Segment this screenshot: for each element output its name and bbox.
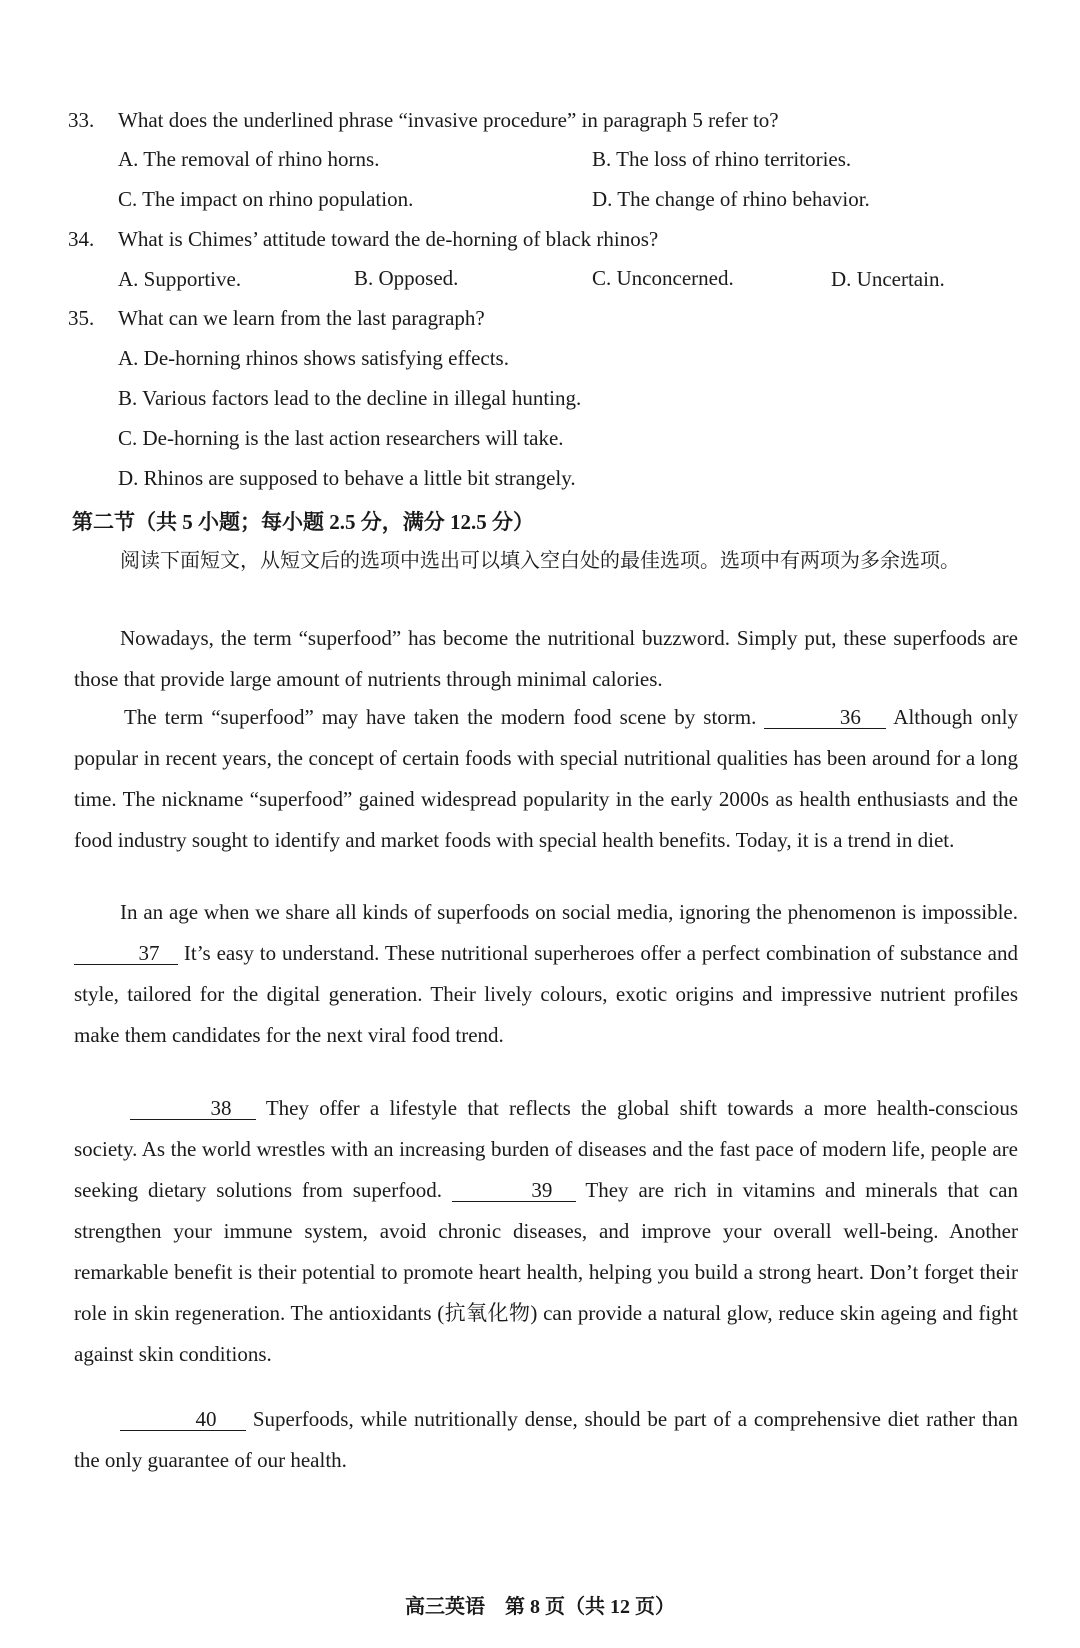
option-35-b: B. Various factors lead to the decline in illegal hunting. <box>118 386 582 410</box>
option-34-d: D. Uncertain. <box>831 267 945 291</box>
option-35-c: C. De-horning is the last action researchers will take. <box>118 426 564 450</box>
paragraph-text: Superfoods, while nutritionally dense, should be part of a comprehensive diet rather than the only guarantee of our health. <box>74 1407 1018 1472</box>
question-stem: What can we learn from the last paragraph? <box>118 306 485 330</box>
question-33 <box>68 108 1018 133</box>
passage-paragraph-3 <box>74 892 1018 1056</box>
blank-37: 37 <box>74 942 178 965</box>
paragraph-text: Although only popular in recent years, the concept of certain foods with special nutritional qualities has been around for a long time. The nickname “superfood” gained widespread popularity in the early 2000s as health enthusiasts and the food industry sought to identify and market foods with special health benefits. Today, it is a trend in diet. <box>74 705 1018 852</box>
option-35-a: A. De-horning rhinos shows satisfying effects. <box>118 346 509 370</box>
question-stem: What is Chimes’ attitude toward the de-horning of black rhinos? <box>118 227 659 251</box>
passage-paragraph-1: Nowadays, the term “superfood” has become the nutritional buzzword. Simply put, these superfoods are those that provide large amount of nutrients through minimal calories. <box>74 626 1018 691</box>
blank-39: 39 <box>452 1179 576 1202</box>
option-34-b: B. Opposed. <box>354 266 459 290</box>
paragraph-text: They offer a lifestyle that reflects the global shift towards a more health-conscious society. As the world wrestles with an increasing burden of diseases and the fast pace of modern life, people are seeking dietary solutions from superfood. <box>74 1096 1019 1202</box>
passage-paragraph-5 <box>74 1399 1018 1481</box>
paragraph-text: They are rich in vitamins and minerals that can strengthen your immune system, avoid chronic diseases, and improve your overall well-being. Another remarkable benefit is their potential to promote heart health, helping you build a strong heart. Don’t forget their role in skin regeneration. The antioxidants (抗氧化物) can provide a natural glow, reduce skin ageing and fight against skin conditions. <box>74 1178 1018 1366</box>
page-footer: 高三英语 第 8 页（共 12 页） <box>405 1596 675 1618</box>
question-number: 33. <box>68 108 95 132</box>
blank-36: 36 <box>764 706 886 729</box>
blank-40: 40 <box>120 1408 246 1431</box>
paragraph-text: In an age when we share all kinds of superfoods on social media, ignoring the phenomenon is impossible. <box>120 900 1018 924</box>
paragraph-text: The term “superfood” may have taken the modern food scene by storm. <box>124 705 757 729</box>
option-33-d: D. The change of rhino behavior. <box>592 187 870 211</box>
option-34-a: A. Supportive. <box>118 267 242 291</box>
section-heading: 第二节（共 5 小题；每小题 2.5 分，满分 12.5 分） <box>72 510 534 534</box>
option-34-c: C. Unconcerned. <box>592 266 734 290</box>
passage-paragraph-4 <box>74 1088 1018 1375</box>
paragraph-text: It’s easy to understand. These nutritional superheroes offer a perfect combination of substance and style, tailored for the digital generation. Their lively colours, exotic origins and impressive nutrient profiles make them candidates for the next viral food trend. <box>74 941 1018 1047</box>
option-33-c: C. The impact on rhino population. <box>118 187 414 211</box>
blank-38: 38 <box>130 1097 256 1120</box>
option-33-b: B. The loss of rhino territories. <box>592 147 852 171</box>
option-33-a: A. The removal of rhino horns. <box>118 147 380 171</box>
question-stem: What does the underlined phrase “invasive procedure” in paragraph 5 refer to? <box>118 108 779 132</box>
question-number: 34. <box>68 227 95 251</box>
question-35 <box>68 306 1018 331</box>
section-instructions: 阅读下面短文，从短文后的选项中选出可以填入空白处的最佳选项。选项中有两项为多余选项。 <box>120 548 960 572</box>
question-number: 35. <box>68 306 95 330</box>
question-34 <box>68 227 1018 252</box>
passage-paragraph-2 <box>74 697 1018 861</box>
option-35-d: D. Rhinos are supposed to behave a little bit strangely. <box>118 466 576 490</box>
